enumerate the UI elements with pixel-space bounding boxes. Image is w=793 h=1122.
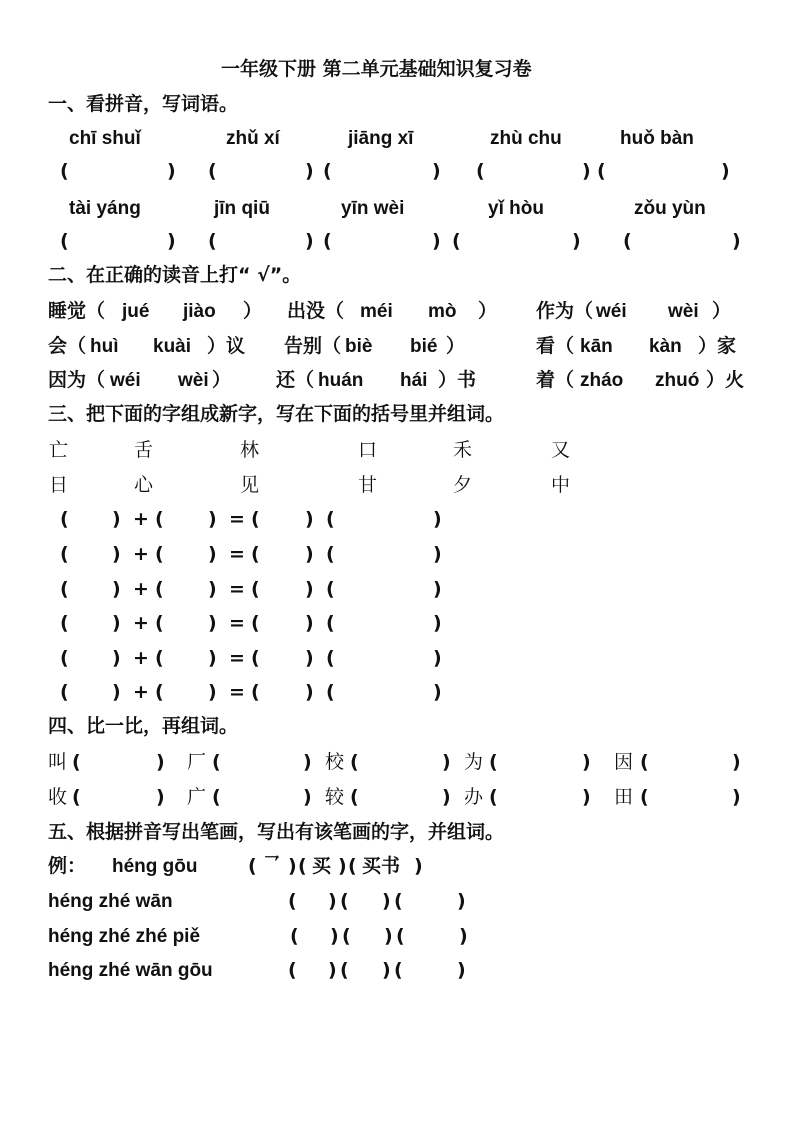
answer-field[interactable]	[352, 923, 382, 949]
component-char: 又	[551, 439, 571, 461]
answer-field[interactable]	[300, 923, 328, 949]
paren-close: )	[382, 959, 391, 981]
choice-prefix: 因为（	[48, 369, 106, 391]
paren-open: (	[489, 786, 498, 808]
answer-field[interactable]	[70, 576, 110, 602]
compare-char: 广	[187, 786, 207, 808]
paren-close: )	[156, 751, 165, 773]
paren-open: (	[155, 612, 164, 634]
choice-suffix: ）书	[438, 369, 477, 391]
paren-open: (	[155, 578, 164, 600]
paren-close: )	[433, 647, 442, 669]
compare-char: 为	[464, 751, 484, 773]
pinyin-option[interactable]: huì	[90, 336, 119, 357]
choice-prefix: 还（	[276, 369, 315, 391]
example-label: 例：	[48, 855, 87, 877]
answer-field[interactable]	[261, 610, 303, 636]
pinyin-prompt: jiāng xī	[348, 128, 414, 149]
answer-blank-close: )	[582, 160, 591, 182]
paren-open: (	[326, 578, 335, 600]
choice-prefix: 睡觉（	[48, 300, 106, 322]
pinyin-option[interactable]: huán	[318, 370, 364, 391]
answer-field[interactable]	[70, 645, 110, 671]
paren-close: )	[433, 681, 442, 703]
pinyin-prompt: yīn wèi	[341, 198, 405, 219]
answer-field[interactable]	[218, 158, 303, 184]
paren-open: (	[350, 751, 359, 773]
paren-open: (	[394, 890, 403, 912]
answer-field[interactable]	[298, 957, 326, 983]
answer-field[interactable]	[650, 749, 730, 775]
paren-close: )	[433, 612, 442, 634]
pinyin-prompt: chī shuǐ	[69, 128, 141, 149]
answer-field[interactable]	[406, 923, 457, 949]
answer-field[interactable]	[462, 228, 570, 254]
choice-suffix: ）火	[706, 369, 745, 391]
paren-close: )	[305, 612, 314, 634]
answer-field[interactable]	[165, 645, 206, 671]
component-char: 见	[240, 474, 260, 496]
paren-open: (	[394, 959, 403, 981]
answer-field[interactable]	[261, 576, 303, 602]
plus-sign: +	[133, 681, 149, 703]
paren-open: (	[396, 925, 405, 947]
answer-blank-open: (	[323, 160, 332, 182]
paren-close: )	[457, 890, 466, 912]
answer-field[interactable]	[261, 679, 303, 705]
paren-open: (	[60, 543, 69, 565]
answer-field[interactable]	[336, 506, 431, 532]
component-char: 亡	[49, 439, 69, 461]
paren-open: (	[155, 681, 164, 703]
paren-close: )	[208, 578, 217, 600]
choice-suffix: ）	[712, 300, 732, 322]
paren-close: )	[303, 751, 312, 773]
plus-sign: +	[133, 543, 149, 565]
compare-char: 校	[325, 751, 345, 773]
component-char: 林	[240, 439, 260, 461]
paren-close: )	[112, 647, 121, 669]
example-word: 买书	[362, 855, 401, 877]
pinyin-prompt: huǒ bàn	[620, 128, 694, 149]
answer-field[interactable]	[633, 228, 730, 254]
pinyin-prompt: zhù chu	[490, 128, 562, 149]
compare-char: 厂	[187, 751, 207, 773]
example-stroke: ㇖	[262, 851, 282, 873]
paren-close: )	[112, 612, 121, 634]
answer-blank-open: (	[208, 230, 217, 252]
pinyin-option[interactable]: hái	[400, 370, 428, 391]
paren-open: (	[212, 786, 221, 808]
example-char: 买	[312, 855, 332, 877]
pinyin-option[interactable]: zháo	[580, 370, 624, 391]
answer-blank-close: )	[732, 230, 741, 252]
answer-blank-open: (	[476, 160, 485, 182]
answer-blank-open: (	[323, 230, 332, 252]
choice-suffix: ）	[478, 300, 498, 322]
paren-close: )	[208, 543, 217, 565]
plus-sign: +	[133, 508, 149, 530]
component-char: 舌	[134, 439, 154, 461]
paren-close: )	[433, 543, 442, 565]
paren-open: (	[298, 855, 307, 877]
answer-field[interactable]	[261, 645, 303, 671]
answer-field[interactable]	[70, 610, 110, 636]
paren-close: )	[384, 925, 393, 947]
answer-blank-close: )	[167, 230, 176, 252]
choice-suffix: ）议	[207, 335, 246, 357]
paren-open: (	[290, 925, 299, 947]
answer-field[interactable]	[336, 679, 431, 705]
component-char: 甘	[358, 474, 378, 496]
component-char: 中	[551, 474, 571, 496]
answer-field[interactable]	[82, 784, 154, 810]
pinyin-prompt: jīn qiū	[214, 198, 270, 219]
compare-char: 田	[614, 786, 634, 808]
pinyin-option[interactable]: kàn	[649, 336, 682, 357]
paren-close: )	[328, 959, 337, 981]
answer-field[interactable]	[360, 784, 440, 810]
paren-open: (	[60, 508, 69, 530]
choice-suffix: ）家	[698, 335, 737, 357]
answer-blank-close: )	[572, 230, 581, 252]
pinyin-option[interactable]: jiào	[183, 301, 216, 322]
paren-close: )	[303, 786, 312, 808]
paren-close: )	[732, 751, 741, 773]
paren-close: )	[305, 647, 314, 669]
paren-close: )	[288, 855, 297, 877]
answer-field[interactable]	[165, 576, 206, 602]
equals-sign: =	[229, 612, 245, 634]
answer-field[interactable]	[350, 888, 380, 914]
paren-open: (	[326, 543, 335, 565]
answer-field[interactable]	[165, 506, 206, 532]
pinyin-option[interactable]: méi	[360, 301, 393, 322]
paren-open: (	[640, 751, 649, 773]
paren-open: (	[155, 543, 164, 565]
paren-open: (	[72, 751, 81, 773]
paren-close: )	[208, 508, 217, 530]
section2-heading: 二、在正确的读音上打“ √”。	[48, 264, 302, 286]
paren-open: (	[155, 647, 164, 669]
paren-close: )	[732, 786, 741, 808]
answer-field[interactable]	[261, 506, 303, 532]
paren-open: (	[155, 508, 164, 530]
equals-sign: =	[229, 578, 245, 600]
paren-open: (	[326, 647, 335, 669]
paren-close: )	[442, 751, 451, 773]
paren-open: (	[72, 786, 81, 808]
example-pinyin: héng gōu	[112, 856, 198, 877]
answer-field[interactable]	[261, 541, 303, 567]
plus-sign: +	[133, 578, 149, 600]
paren-close: )	[208, 647, 217, 669]
paren-close: )	[330, 925, 339, 947]
paren-close: )	[328, 890, 337, 912]
pinyin-option[interactable]: biè	[345, 336, 373, 357]
answer-field[interactable]	[298, 888, 326, 914]
answer-blank-close: )	[167, 160, 176, 182]
pinyin-option[interactable]: wèi	[668, 301, 699, 322]
paren-open: (	[251, 647, 260, 669]
paren-open: (	[348, 855, 357, 877]
answer-field[interactable]	[336, 576, 431, 602]
answer-field[interactable]	[350, 957, 380, 983]
paren-close: )	[382, 890, 391, 912]
choice-suffix: ）	[243, 300, 263, 322]
paren-close: )	[338, 855, 347, 877]
equals-sign: =	[229, 543, 245, 565]
section3-heading: 三、把下面的字组成新字，写在下面的括号里并组词。	[48, 403, 505, 425]
pinyin-prompt: zǒu yùn	[634, 198, 706, 219]
section1-heading: 一、看拼音，写词语。	[48, 93, 239, 115]
pinyin-option[interactable]: kān	[580, 336, 613, 357]
stroke-pinyin: héng zhé wān	[48, 891, 173, 912]
answer-blank-close: )	[305, 160, 314, 182]
answer-blank-close: )	[432, 230, 441, 252]
answer-field[interactable]	[70, 506, 110, 532]
answer-field[interactable]	[336, 645, 431, 671]
section5-heading: 五、根据拼音写出笔画，写出有该笔画的字，并组词。	[48, 821, 505, 843]
compare-char: 办	[464, 786, 484, 808]
paren-open: (	[288, 959, 297, 981]
paren-open: (	[251, 681, 260, 703]
component-char: 日	[49, 474, 69, 496]
answer-field[interactable]	[499, 749, 580, 775]
paren-close: )	[112, 681, 121, 703]
answer-field[interactable]	[333, 228, 430, 254]
component-char: 禾	[453, 439, 473, 461]
stroke-pinyin: héng zhé wān gōu	[48, 960, 213, 981]
answer-field[interactable]	[222, 784, 301, 810]
answer-blank-open: (	[452, 230, 461, 252]
answer-field[interactable]	[336, 541, 431, 567]
paren-close: )	[457, 959, 466, 981]
paren-open: (	[60, 647, 69, 669]
paren-close: )	[582, 786, 591, 808]
paren-open: (	[326, 508, 335, 530]
pinyin-option[interactable]: wéi	[110, 370, 141, 391]
paren-close: )	[112, 578, 121, 600]
paren-open: (	[326, 612, 335, 634]
paren-close: )	[112, 543, 121, 565]
paren-open: (	[340, 959, 349, 981]
paren-open: (	[640, 786, 649, 808]
paren-open: (	[251, 612, 260, 634]
paren-open: (	[342, 925, 351, 947]
answer-blank-open: (	[208, 160, 217, 182]
compare-char: 因	[614, 751, 634, 773]
pinyin-prompt: yǐ hòu	[488, 198, 544, 219]
paren-open: (	[288, 890, 297, 912]
component-char: 夕	[453, 474, 473, 496]
paren-close: )	[582, 751, 591, 773]
answer-field[interactable]	[165, 610, 206, 636]
choice-prefix: 出没（	[287, 300, 345, 322]
answer-field[interactable]	[499, 784, 580, 810]
answer-field[interactable]	[70, 541, 110, 567]
pinyin-option[interactable]: zhuó	[655, 370, 700, 391]
paren-open: (	[350, 786, 359, 808]
compare-char: 收	[48, 786, 68, 808]
choice-prefix: 告别（	[284, 335, 342, 357]
pinyin-option[interactable]: wéi	[596, 301, 627, 322]
plus-sign: +	[133, 647, 149, 669]
answer-field[interactable]	[82, 749, 154, 775]
paren-open: (	[251, 578, 260, 600]
answer-blank-open: (	[597, 160, 606, 182]
paren-open: (	[251, 508, 260, 530]
page-title: 一年级下册 第二单元基础知识复习卷	[221, 58, 532, 80]
component-char: 口	[358, 439, 378, 461]
choice-prefix: 作为（	[536, 300, 594, 322]
equals-sign: =	[229, 508, 245, 530]
answer-field[interactable]	[70, 679, 110, 705]
paren-open: (	[340, 890, 349, 912]
answer-field[interactable]	[336, 610, 431, 636]
answer-blank-close: )	[305, 230, 314, 252]
paren-close: )	[208, 612, 217, 634]
paren-close: )	[156, 786, 165, 808]
paren-close: )	[208, 681, 217, 703]
compare-char: 较	[325, 786, 345, 808]
answer-blank-close: )	[721, 160, 730, 182]
compare-char: 叫	[48, 751, 68, 773]
paren-open: (	[212, 751, 221, 773]
paren-close: )	[305, 681, 314, 703]
choice-prefix: 看（	[536, 335, 575, 357]
answer-field[interactable]	[218, 228, 303, 254]
paren-open: (	[248, 855, 257, 877]
answer-field[interactable]	[70, 228, 165, 254]
pinyin-option[interactable]: kuài	[153, 336, 192, 357]
paren-open: (	[489, 751, 498, 773]
paren-close: )	[414, 855, 423, 877]
paren-close: )	[459, 925, 468, 947]
answer-field[interactable]	[360, 749, 440, 775]
pinyin-prompt: zhǔ xí	[226, 128, 280, 149]
equals-sign: =	[229, 647, 245, 669]
paren-close: )	[433, 508, 442, 530]
answer-blank-open: (	[60, 230, 69, 252]
paren-open: (	[326, 681, 335, 703]
choice-suffix: ）	[446, 335, 466, 357]
answer-field[interactable]	[404, 888, 455, 914]
paren-open: (	[60, 612, 69, 634]
paren-close: )	[305, 543, 314, 565]
answer-field[interactable]	[650, 784, 730, 810]
pinyin-option[interactable]: jué	[122, 301, 150, 322]
paren-open: (	[60, 681, 69, 703]
answer-field[interactable]	[222, 749, 301, 775]
answer-field[interactable]	[333, 158, 430, 184]
paren-open: (	[251, 543, 260, 565]
choice-prefix: 会（	[48, 335, 87, 357]
answer-field[interactable]	[486, 158, 580, 184]
choice-suffix: ）	[212, 369, 232, 391]
stroke-pinyin: héng zhé zhé piě	[48, 926, 201, 947]
paren-close: )	[433, 578, 442, 600]
component-char: 心	[134, 474, 154, 496]
answer-field[interactable]	[404, 957, 455, 983]
plus-sign: +	[133, 612, 149, 634]
paren-close: )	[305, 508, 314, 530]
answer-field[interactable]	[165, 541, 206, 567]
answer-blank-open: (	[623, 230, 632, 252]
paren-close: )	[112, 508, 121, 530]
paren-close: )	[305, 578, 314, 600]
pinyin-option[interactable]: bié	[410, 336, 438, 357]
section4-heading: 四、比一比，再组词。	[48, 715, 239, 737]
answer-blank-open: (	[60, 160, 69, 182]
answer-field[interactable]	[165, 679, 206, 705]
choice-prefix: 着（	[536, 369, 575, 391]
equals-sign: =	[229, 681, 245, 703]
pinyin-option[interactable]: wèi	[178, 370, 209, 391]
pinyin-option[interactable]: mò	[428, 301, 457, 322]
answer-field[interactable]	[70, 158, 165, 184]
answer-field[interactable]	[607, 158, 719, 184]
answer-blank-close: )	[432, 160, 441, 182]
paren-open: (	[60, 578, 69, 600]
pinyin-prompt: tài yáng	[69, 198, 141, 219]
paren-close: )	[442, 786, 451, 808]
